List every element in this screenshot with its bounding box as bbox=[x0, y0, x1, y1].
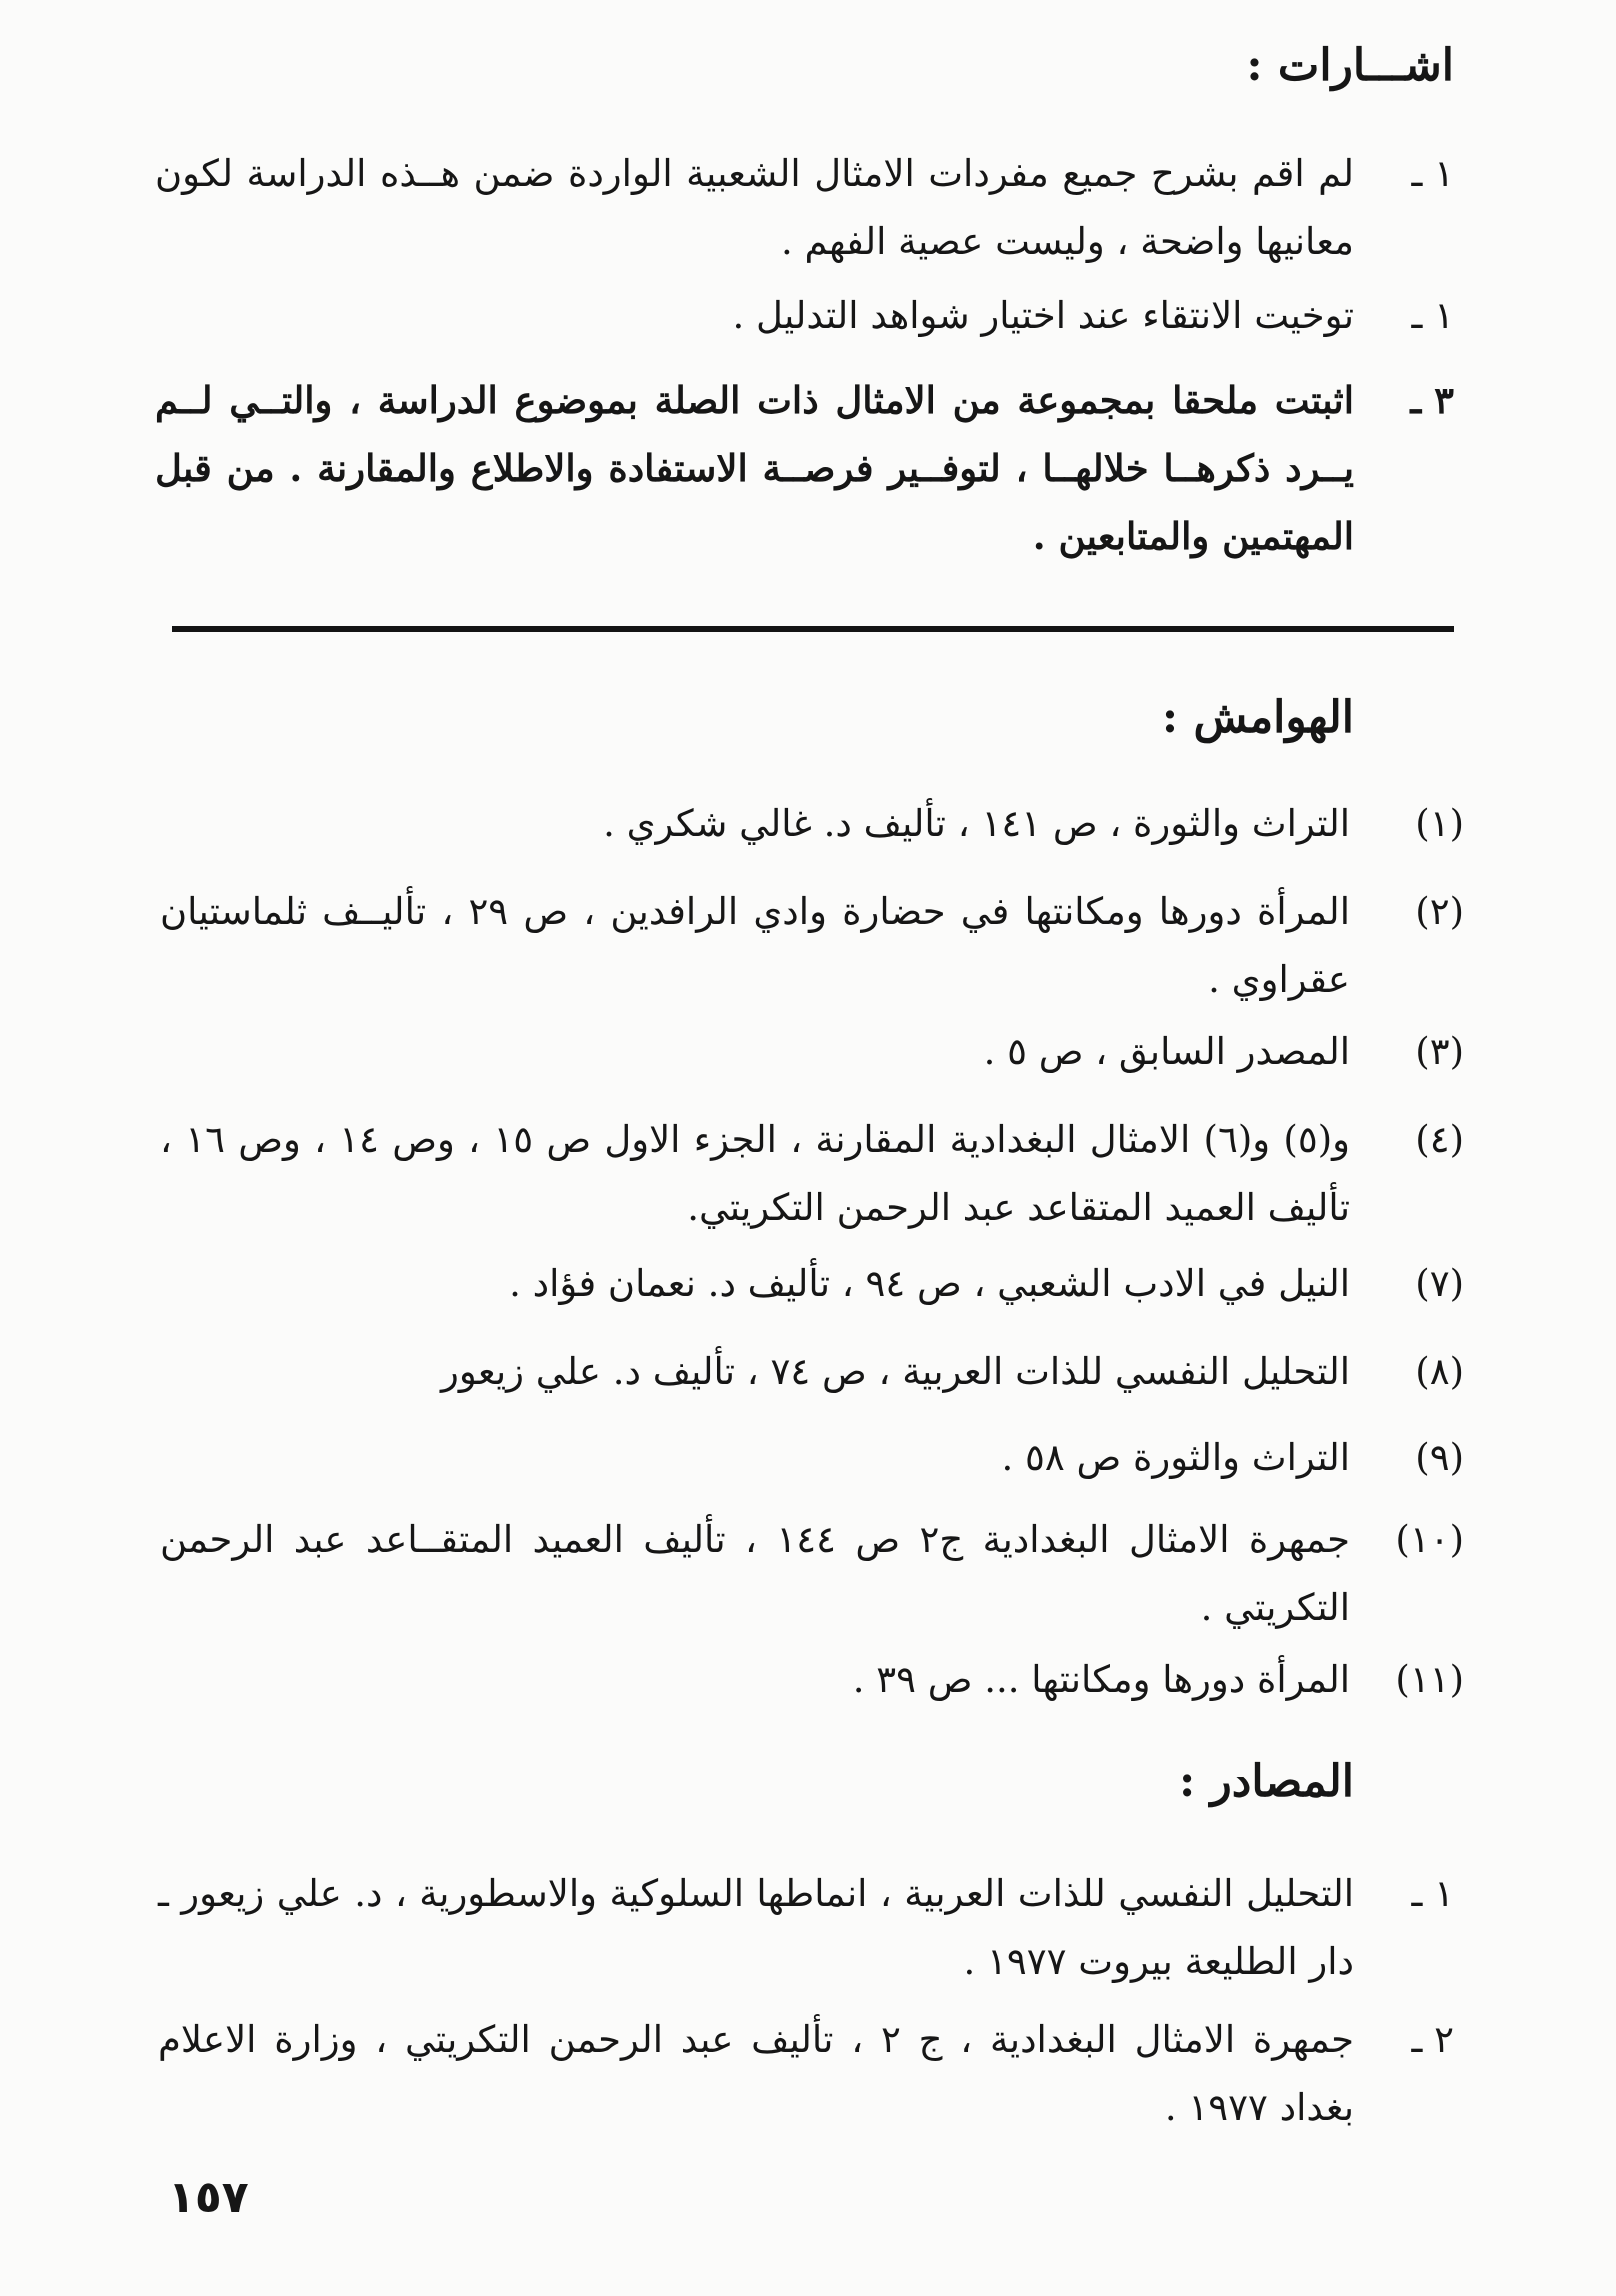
source-text: التحليل النفسي للذات العربية ، انماطها السلوكية والاسطورية ، د. علي زيعور ـ دار الطليعة بيروت ١٩٧٧ . bbox=[158, 1872, 1354, 1983]
note-item bbox=[155, 282, 1454, 350]
footnote-number: (٧) bbox=[1415, 1262, 1464, 1305]
footnote-number: (١٠) bbox=[1395, 1518, 1464, 1561]
footnote-item bbox=[160, 1018, 1464, 1086]
footnote-text: المصدر السابق ، ص ٥ . bbox=[983, 1030, 1350, 1073]
source-text: جمهرة الامثال البغدادية ، ج ٢ ، تأليف عبد الرحمن التكريتي ، وزارة الاعلام بغداد ١٩٧٧ . bbox=[158, 2018, 1354, 2129]
footnote-text: المرأة دورها ومكانتها ... ص ٣٩ . bbox=[852, 1658, 1350, 1701]
footnote-number: (١) bbox=[1415, 802, 1464, 845]
footnote-item bbox=[160, 1424, 1464, 1492]
note-text: لم اقم بشرح جميع مفردات الامثال الشعبية الواردة ضمن هــذه الدراسة لكون معانيها واضحة ، وليست عصية الفهم . bbox=[155, 152, 1354, 263]
page-number: ١٥٧ bbox=[168, 2172, 249, 2223]
note-text: توخيت الانتقاء عند اختيار شواهد التدليل . bbox=[732, 294, 1354, 337]
footnote-text: النيل في الادب الشعبي ، ص ٩٤ ، تأليف د. نعمان فؤاد . bbox=[509, 1262, 1350, 1305]
footnote-text: جمهرة الامثال البغدادية ج٢ ص ١٤٤ ، تأليف العميد المتقــاعد عبد الرحمن التكريتي . bbox=[160, 1518, 1350, 1629]
footnote-item bbox=[160, 1338, 1464, 1406]
note-item bbox=[155, 140, 1454, 276]
footnote-text: و(٥) و(٦) الامثال البغدادية المقارنة ، الجزء الاول ص ١٥ ، وص ١٤ ، وص ١٦ ، تأليف العميد المتقاعد عبد الرحمن التكريتي. bbox=[160, 1118, 1351, 1229]
footnote-item bbox=[160, 1106, 1464, 1242]
footnote-text: التراث والثورة ، ص ١٤١ ، تأليف د. غالي شكري . bbox=[603, 802, 1350, 845]
footnote-number: (٤) bbox=[1415, 1118, 1464, 1161]
source-number: ٢ ـ bbox=[1411, 2018, 1454, 2061]
note-item bbox=[155, 366, 1454, 570]
source-number: ١ ـ bbox=[1411, 1872, 1454, 1915]
note-number: ١ ـ bbox=[1411, 294, 1454, 337]
note-text: اثبتت ملحقا بمجموعة من الامثال ذات الصلة بموضوع الدراسة ، والتــي لــم يــرد ذكرهــا خلالهــا ، لتوفــير فرصــة الاستفادة والاطلاع والمقارنة . من قبل المهتمين والمتابعين . bbox=[155, 378, 1354, 558]
note-number: ١ ـ bbox=[1411, 152, 1454, 195]
section-divider bbox=[172, 626, 1454, 632]
source-item bbox=[158, 2006, 1454, 2142]
footnote-item bbox=[160, 1646, 1464, 1714]
footnote-number: (٢) bbox=[1415, 890, 1464, 933]
footnote-text: التراث والثورة ص ٥٨ . bbox=[1001, 1436, 1350, 1479]
footnote-number: (٩) bbox=[1415, 1436, 1464, 1479]
notes-heading: اشـــارات : bbox=[1246, 40, 1454, 91]
footnote-text: المرأة دورها ومكانتها في حضارة وادي الرافدين ، ص ٢٩ ، تأليــف ثلماستيان عقراوي . bbox=[160, 890, 1350, 1001]
footnote-number: (٨) bbox=[1415, 1350, 1464, 1393]
footnotes-heading: الهوامش : bbox=[1161, 692, 1354, 743]
sources-heading: المصادر : bbox=[1178, 1756, 1354, 1807]
footnote-item bbox=[160, 1250, 1464, 1318]
footnote-item bbox=[160, 1506, 1464, 1642]
footnote-item bbox=[160, 878, 1464, 1014]
note-number: ٣ ـ bbox=[1410, 378, 1454, 422]
source-item bbox=[158, 1860, 1454, 1996]
footnote-item bbox=[160, 790, 1464, 858]
footnote-number: (٣) bbox=[1415, 1030, 1464, 1073]
footnote-text: التحليل النفسي للذات العربية ، ص ٧٤ ، تأليف د. علي زيعور bbox=[441, 1350, 1350, 1393]
footnote-number: (١١) bbox=[1395, 1658, 1464, 1701]
